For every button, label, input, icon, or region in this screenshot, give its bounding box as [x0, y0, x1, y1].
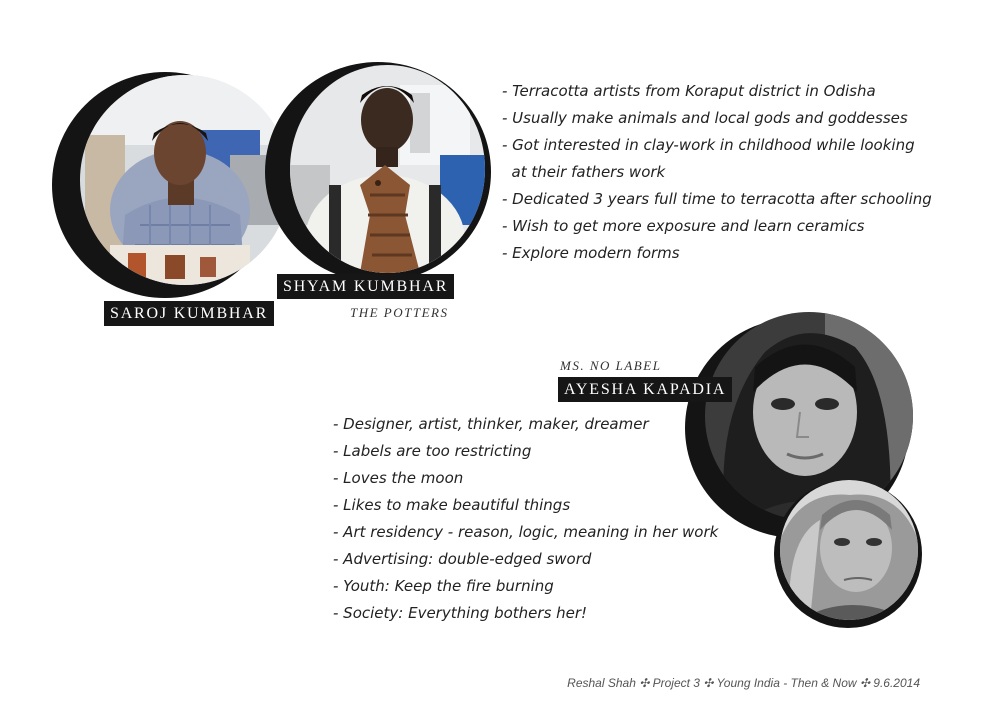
shyam-kumbhar-photo — [290, 65, 485, 273]
potters-note: - Dedicated 3 years full time to terracotta after schooling — [502, 190, 932, 208]
potters-note: - Got interested in clay-work in childhood while looking — [502, 136, 915, 154]
ayesha-small-photo — [780, 480, 918, 620]
potters-note: - Usually make animals and local gods and goddesses — [502, 109, 908, 127]
ayesha-note: - Advertising: double-edged sword — [333, 550, 592, 568]
ayesha-note: - Society: Everything bothers her! — [333, 604, 588, 622]
ayesha-notes-list — [333, 411, 718, 627]
potters-note: - Terracotta artists from Koraput district in Odisha — [502, 82, 876, 100]
ayesha-note: - Designer, artist, thinker, maker, dreamer — [333, 415, 649, 433]
saroj-kumbhar-name-tag: SAROJ KUMBHAR — [104, 301, 274, 326]
ayesha-note: - Art residency - reason, logic, meaning in her work — [333, 523, 719, 541]
potters-note: - Explore modern forms — [502, 244, 680, 262]
page-footer: Reshal Shah ✣ Project 3 ✣ Young India - Then & Now ✣ 9.6.2014 — [567, 676, 920, 690]
potters-notes-list — [502, 78, 932, 267]
ms-no-label-caption: MS. NO LABEL — [560, 358, 662, 373]
saroj-kumbhar-photo — [80, 75, 290, 285]
potters-note: at their fathers work — [502, 163, 666, 181]
potters-note: - Wish to get more exposure and learn ceramics — [502, 217, 865, 235]
ayesha-note: - Youth: Keep the fire burning — [333, 577, 554, 595]
the-potters-caption: THE POTTERS — [350, 305, 449, 320]
ayesha-note: - Loves the moon — [333, 469, 464, 487]
ayesha-kapadia-name-tag: AYESHA KAPADIA — [558, 377, 732, 402]
shyam-kumbhar-name-tag: SHYAM KUMBHAR — [277, 274, 454, 299]
ayesha-note: - Labels are too restricting — [333, 442, 532, 460]
ayesha-note: - Likes to make beautiful things — [333, 496, 571, 514]
